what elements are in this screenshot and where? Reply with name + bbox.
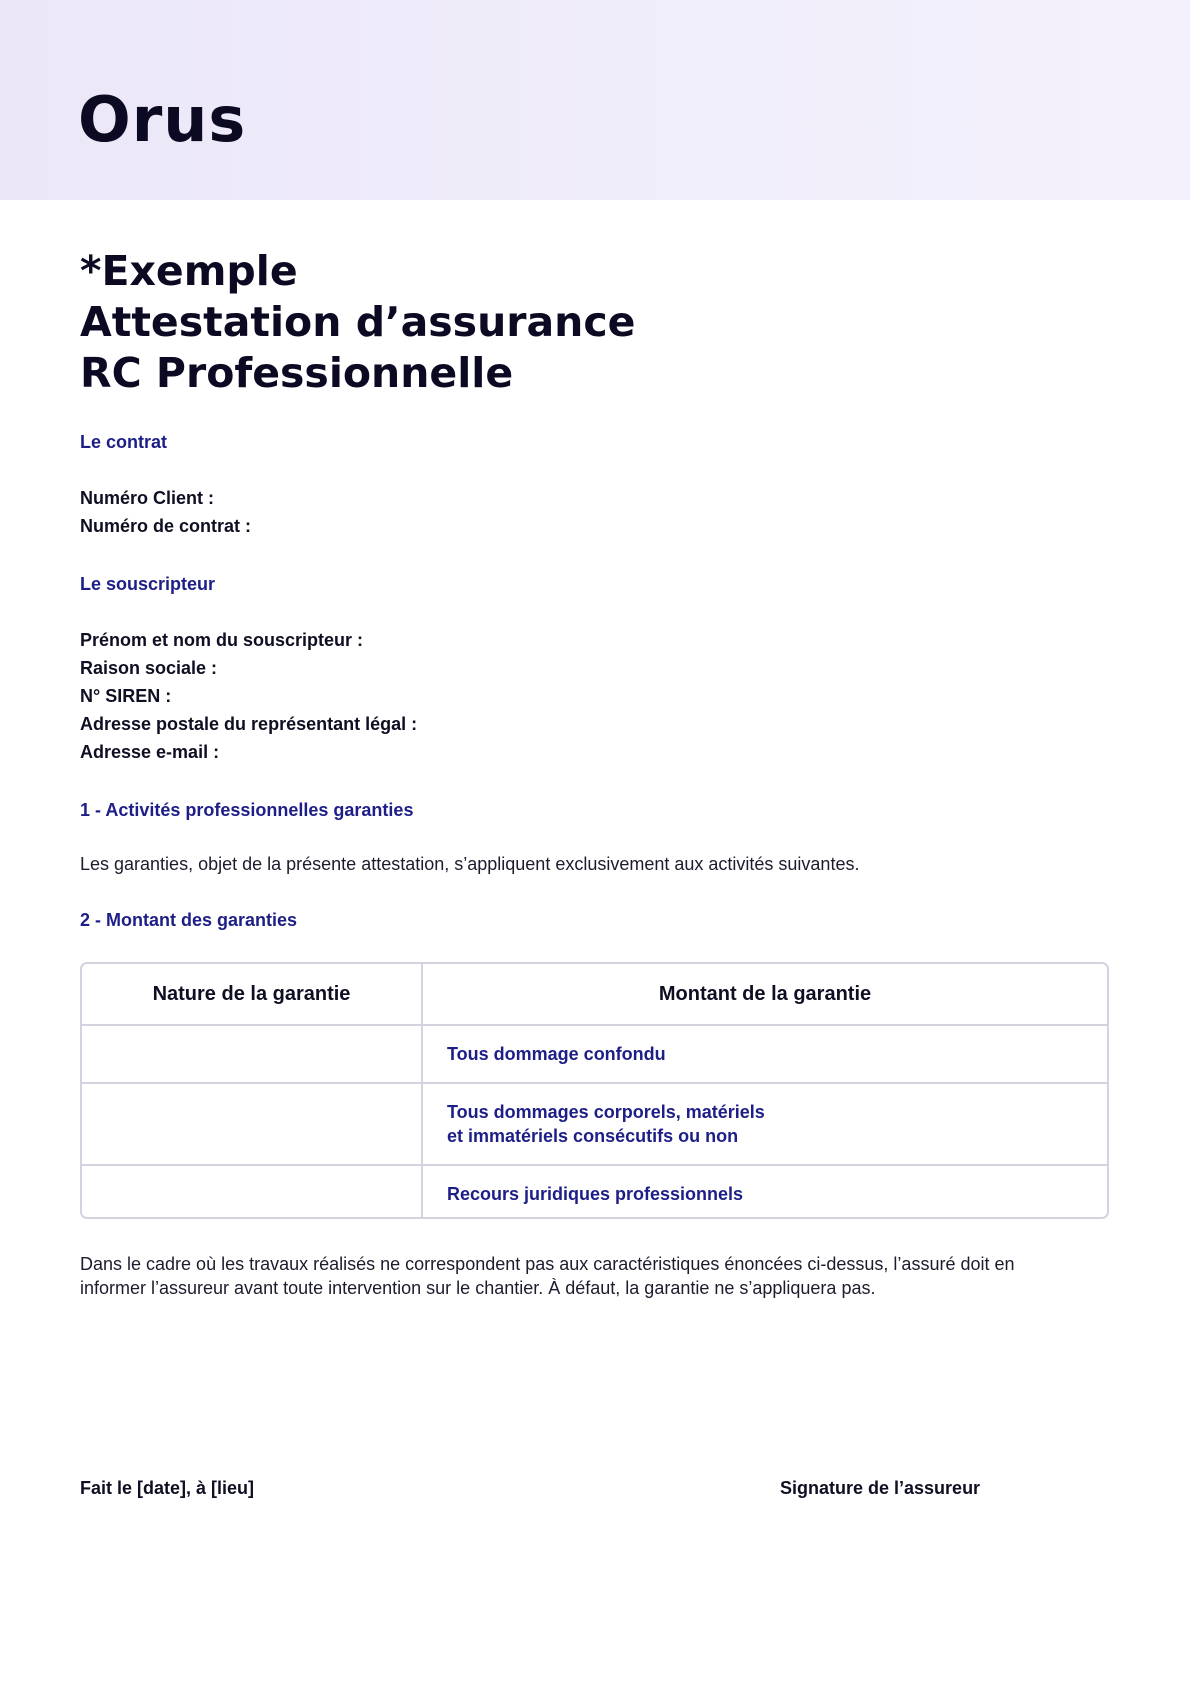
guarantees-table [80, 962, 1109, 1219]
header-montant: Montant de la garantie [658, 982, 872, 1005]
company-name-label: Raison sociale : [80, 658, 218, 678]
montant-value-line-2: et immatériels consécutifs ou non [447, 1126, 739, 1146]
montant-value-line-1: Tous dommages corporels, matériels [447, 1102, 765, 1122]
subscriber-name-label: Prénom et nom du souscripteur : [80, 630, 364, 650]
table-cell-nature [82, 1026, 423, 1082]
title-line-3: RC Professionnelle [80, 349, 514, 397]
siren-label: N° SIREN : [80, 686, 172, 706]
title-line-1: *Exemple [80, 247, 298, 295]
table-header-cell [82, 964, 423, 1024]
disclaimer-line-1: Dans le cadre où les travaux réalisés ne correspondent pas aux caractéristiques énoncées ci-dessus, l’assuré doit en [80, 1254, 1015, 1274]
contract-number-label: Numéro de contrat : [80, 516, 252, 536]
amounts-heading: 2 - Montant des garanties [80, 910, 298, 930]
montant-value: Tous dommage confondu [447, 1044, 666, 1064]
client-number-label: Numéro Client : [80, 488, 215, 508]
montant-value: Recours juridiques professionnels [447, 1183, 744, 1204]
table-header-cell [423, 964, 1107, 1024]
email-label: Adresse e-mail : [80, 742, 220, 762]
table-cell-montant [423, 1026, 1107, 1082]
activities-heading: 1 - Activités professionnelles garanties [80, 800, 414, 820]
postal-address-label: Adresse postale du représentant légal : [80, 714, 418, 734]
table-cell-montant [423, 1084, 1107, 1164]
disclaimer-line-2: informer l’assureur avant toute intervention sur le chantier. À défaut, la garantie ne s’appliquera pas. [80, 1278, 876, 1298]
table-row [82, 1084, 1107, 1166]
table-header-row [82, 964, 1107, 1026]
table-cell-montant [423, 1166, 1107, 1219]
orus-logo: Orus [78, 83, 247, 156]
header-banner [0, 0, 1190, 200]
document-title [80, 246, 635, 399]
signature-label: Signature de l’assureur [780, 1478, 981, 1498]
disclaimer-text [80, 1252, 1120, 1300]
table-row [82, 1026, 1107, 1084]
place-date-label: Fait le [date], à [lieu] [80, 1478, 255, 1498]
header-nature: Nature de la garantie [152, 982, 351, 1005]
subscriber-heading: Le souscripteur [80, 574, 216, 594]
title-line-2: Attestation d’assurance [80, 298, 636, 346]
table-row [82, 1166, 1107, 1219]
activities-text: Les garanties, objet de la présente attestation, s’appliquent exclusivement aux activités suivantes. [80, 854, 860, 874]
contract-heading: Le contrat [80, 432, 168, 452]
table-cell-nature [82, 1166, 423, 1219]
table-cell-nature [82, 1084, 423, 1164]
